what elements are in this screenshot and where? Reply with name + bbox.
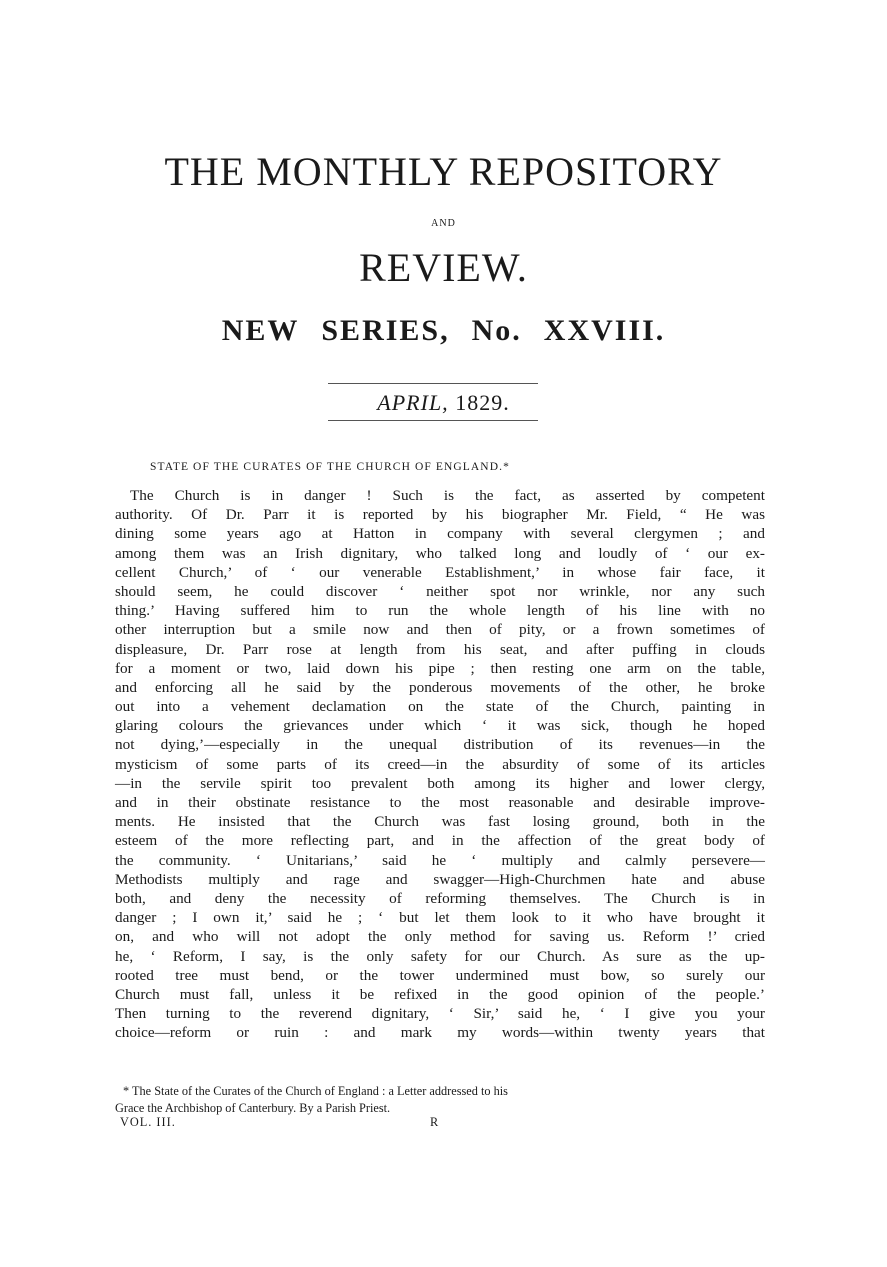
body-line: —in the servile spirit too prevalent both among its higher and lower clergy,: [115, 774, 765, 792]
body-line: should seem, he could discover ‘ neither spot nor wrinkle, nor any such: [115, 582, 765, 600]
body-line: dining some years ago at Hatton in company with several clergymen ; and: [115, 525, 765, 543]
date-rule-top: [328, 383, 538, 384]
issue-month: APRIL,: [377, 390, 449, 415]
body-line: and in their obstinate resistance to the most reasonable and desirable improve-: [115, 794, 765, 811]
date-rule-bottom: [328, 420, 538, 421]
issue-date: [0, 390, 887, 416]
series-word-new: NEW: [221, 314, 300, 347]
footnote: [115, 1083, 765, 1117]
body-line: Church must fall, unless it be refixed in the good opinion of the people.’: [115, 985, 765, 1003]
body-line: glaring colours the grievances under which ‘ it was sick, though he hoped: [115, 717, 765, 735]
printer-signature-letter: R: [430, 1115, 440, 1129]
series-line: [0, 314, 887, 348]
body-line: he, ‘ Reform, I say, is the only safety for our Church. As sure as the up-: [115, 947, 765, 965]
series-word-no: No.: [471, 314, 522, 347]
article-body: [115, 486, 765, 1042]
masthead-review: REVIEW.: [359, 245, 528, 290]
body-line: ments. He insisted that the Church was fast losing ground, both in the: [115, 813, 765, 831]
footnote-line-2: Grace the Archbishop of Canterbury. By a Parish Priest.: [115, 1101, 391, 1115]
body-line: Then turning to the reverend dignitary, ‘ Sir,’ said he, ‘ I give you your: [115, 1005, 765, 1023]
body-line: displeasure, Dr. Parr rose at length from his seat, and after puffing in clouds: [115, 640, 765, 658]
body-line: for a moment or two, laid down his pipe ; then resting one arm on the table,: [115, 659, 765, 677]
body-line: the community. ‘ Unitarians,’ said he ‘ multiply and calmly persevere—: [115, 851, 765, 869]
body-line: on, and who will not adopt the only method for saving us. Reform !’ cried: [115, 928, 765, 946]
body-line: not dying,’—especially in the unequal distribution of its revenues—in the: [115, 736, 765, 754]
body-line: choice—reform or ruin : and mark my words—within twenty years that: [115, 1024, 765, 1042]
body-line: danger ; I own it,’ said he ; ‘ but let them look to it who have brought it: [115, 909, 765, 927]
issue-year: 1829.: [455, 390, 510, 415]
masthead-title: THE MONTHLY REPOSITORY: [164, 149, 723, 194]
body-line: among them was an Irish dignitary, who talked long and loudly of ‘ our ex-: [115, 544, 765, 562]
body-line: out into a vehement declamation on the state of the Church, painting in: [115, 698, 765, 716]
series-number: XXVIII.: [543, 314, 666, 347]
body-line: thing.’ Having suffered him to run the whole length of his line with no: [115, 602, 765, 620]
body-line: authority. Of Dr. Parr it is reported by his biographer Mr. Field, “ He was: [115, 506, 765, 524]
article-heading: STATE OF THE CURATES OF THE CHURCH OF ENGLAND.*: [150, 461, 510, 473]
body-line: mysticism of some parts of its creed—in the absurdity of some of its articles: [115, 755, 765, 773]
body-line: rooted tree must bend, or the tower undermined must bow, so surely our: [115, 966, 765, 984]
body-line: other interruption but a smile now and then of pity, or a frown sometimes of: [115, 621, 765, 639]
body-line: Methodists multiply and rage and swagger—High-Churchmen hate and abuse: [115, 870, 765, 888]
series-word-series: SERIES,: [321, 314, 450, 347]
body-line: both, and deny the necessity of reforming themselves. The Church is in: [115, 889, 765, 907]
body-line: The Church is in danger ! Such is the fact, as asserted by competent: [130, 487, 765, 504]
volume-signature: VOL. III.: [120, 1115, 176, 1129]
body-line: esteem of the more reflecting part, and in the affection of the great body of: [115, 832, 765, 850]
body-line: and enforcing all he said by the ponderous movements of the other, he broke: [115, 678, 765, 696]
footnote-line-1: * The State of the Curates of the Church of England : a Letter addressed to his: [123, 1084, 508, 1098]
masthead-and: AND: [431, 218, 456, 229]
body-line: cellent Church,’ of ‘ our venerable Establishment,’ in whose fair face, it: [115, 563, 765, 581]
